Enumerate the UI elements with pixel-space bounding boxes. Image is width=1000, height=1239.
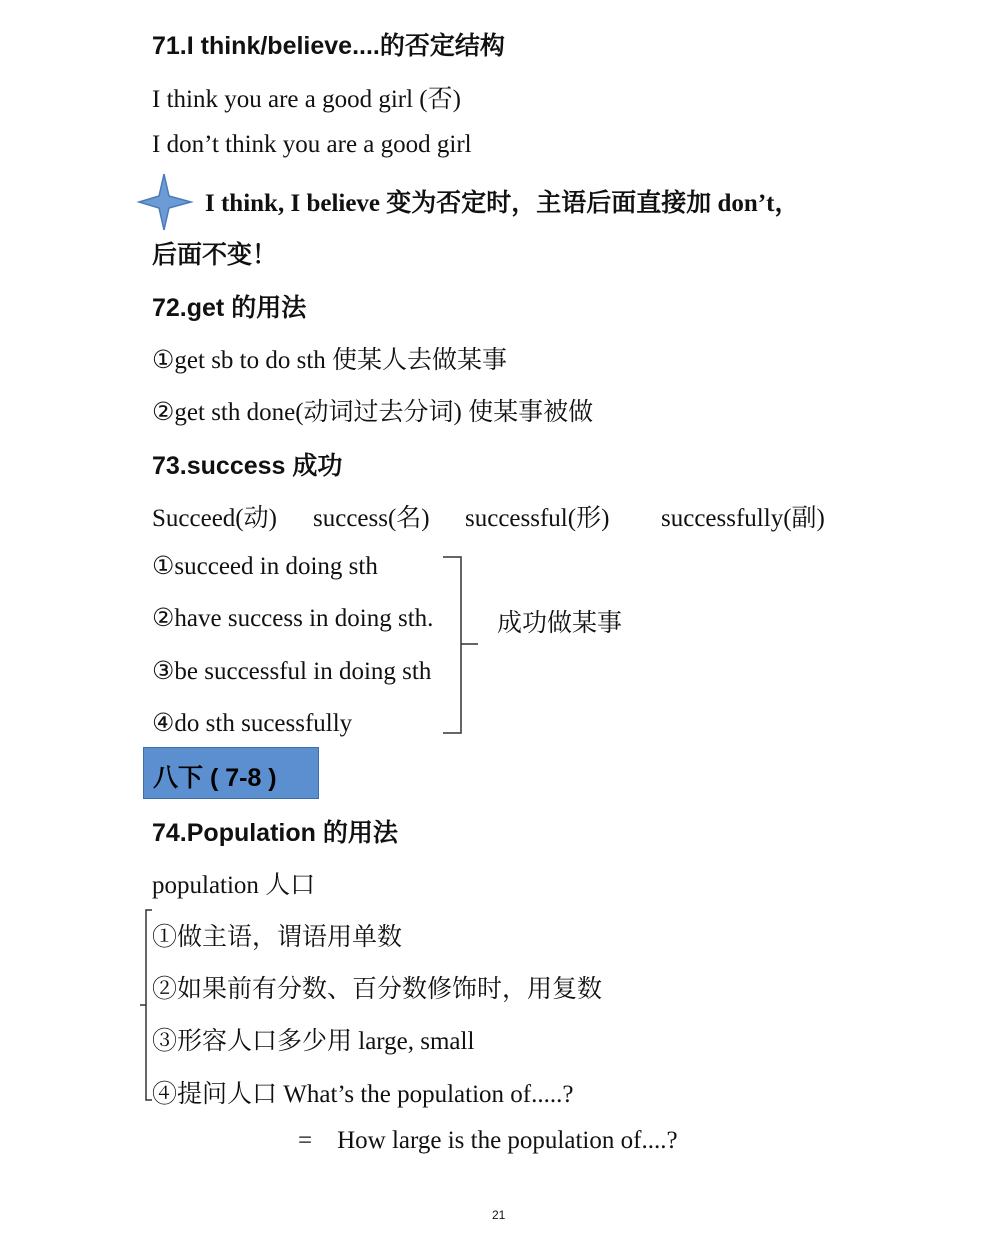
word-form-adjective: successful(形) xyxy=(465,505,610,532)
section-71-title: 71.I think/believe....的否定结构 xyxy=(152,32,505,60)
success-phrase-1: ①succeed in doing sth xyxy=(152,553,378,580)
word-form-verb: Succeed(动) xyxy=(152,505,277,532)
population-rule-4: ④提问人口 What’s the population of.....? xyxy=(152,1081,574,1108)
section-74-definition: population 人口 xyxy=(152,872,316,899)
word-form-noun: success(名) xyxy=(313,505,430,532)
section-72-title: 72.get 的用法 xyxy=(152,294,307,322)
bracket-meaning-label: 成功做某事 xyxy=(497,610,623,637)
section-74-title: 74.Population 的用法 xyxy=(152,819,398,847)
success-phrase-4: ④do sth sucessfully xyxy=(152,710,353,737)
population-rule-1: ①做主语，谓语用单数 xyxy=(152,924,403,951)
page-number: 21 xyxy=(492,1208,506,1222)
unit-badge-label: 八下 ( 7-8 ) xyxy=(153,764,277,792)
section-72-item-2: ②get sth done(动词过去分词) 使某事被做 xyxy=(152,399,594,426)
section-72-item-1: ①get sb to do sth 使某人去做某事 xyxy=(152,347,508,374)
section-71-note-line-2: 后面不变！ xyxy=(152,242,278,269)
success-phrase-2: ②have success in doing sth. xyxy=(152,605,434,632)
success-phrase-3: ③be successful in doing sth xyxy=(152,658,432,685)
section-71-example-1: I think you are a good girl (否) xyxy=(152,86,461,113)
population-equivalent-question: = How large is the population of....? xyxy=(298,1127,678,1154)
population-rule-3: ③形容人口多少用 large, small xyxy=(152,1028,475,1055)
section-71-note-line-1: I think, I believe 变为否定时，主语后面直接加 don’t， xyxy=(205,190,800,217)
population-rule-2: ②如果前有分数、百分数修饰时，用复数 xyxy=(152,976,603,1003)
word-form-adverb: successfully(副) xyxy=(661,505,825,532)
section-71-example-2: I don’t think you are a good girl xyxy=(152,131,472,158)
section-73-title: 73.success 成功 xyxy=(152,452,343,480)
